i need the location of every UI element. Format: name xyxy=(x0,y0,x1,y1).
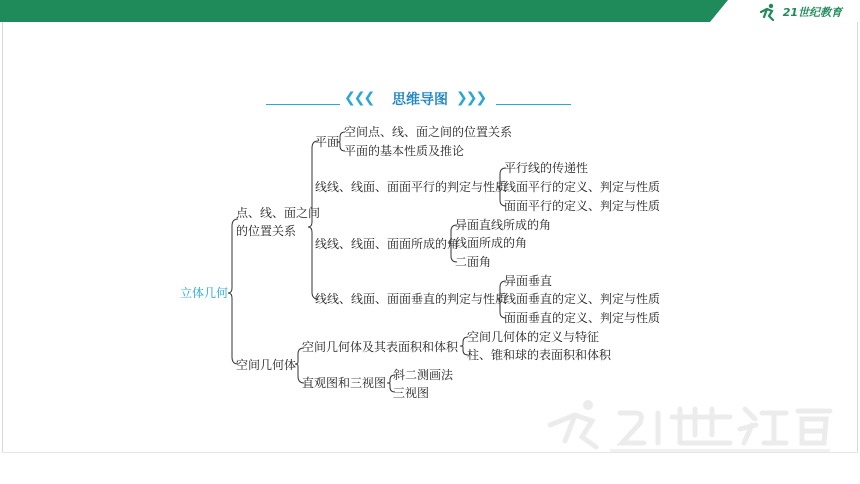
solids-item: 柱、锥和球的表面积和体积 xyxy=(467,348,612,362)
perpendicular-item: 异面垂直 xyxy=(504,274,553,288)
branch1-label-line2: 的位置关系 xyxy=(236,224,297,238)
perpendicular-node: 线线、线面、面面垂直的判定与性质 xyxy=(315,292,508,306)
angles-item: 二面角 xyxy=(455,255,492,269)
solids-item: 空间几何体的定义与特征 xyxy=(467,330,600,344)
logo-text: 21世纪教育 xyxy=(782,6,842,19)
views-item: 三视图 xyxy=(393,386,430,400)
plane-item: 空间点、线、面之间的位置关系 xyxy=(344,125,513,139)
angles-node: 线线、线面、面面所成的角 xyxy=(315,237,460,251)
mindmap-root: 立体几何 xyxy=(180,286,229,300)
views-item: 斜二测画法 xyxy=(393,368,454,382)
solids-node: 空间几何体及其表面积和体积 xyxy=(302,340,459,354)
watermark-logo xyxy=(540,395,840,455)
parallel-item: 面面平行的定义、判定与性质 xyxy=(504,199,661,213)
parallel-node: 线线、线面、面面平行的判定与性质 xyxy=(315,180,508,194)
perpendicular-item: 面面垂直的定义、判定与性质 xyxy=(504,311,661,325)
parallel-item: 平行线的传递性 xyxy=(504,161,589,175)
branch1-label-line1: 点、线、面之间 xyxy=(236,206,321,220)
branch1-brace xyxy=(308,141,318,299)
plane-node: 平面 xyxy=(315,135,340,149)
parallel-item: 线面平行的定义、判定与性质 xyxy=(504,180,661,194)
angles-item: 线面所成的角 xyxy=(455,236,528,250)
section-title: 思维导图 xyxy=(392,92,448,108)
perpendicular-item: 线面垂直的定义、判定与性质 xyxy=(504,292,661,306)
angles-item: 异面直线所成的角 xyxy=(455,218,552,232)
views-node: 直观图和三视图 xyxy=(302,376,387,390)
plane-item: 平面的基本性质及推论 xyxy=(344,144,465,158)
chevrons-right-icon: ❯❯❯ xyxy=(456,90,486,106)
chevrons-left-icon: ❮❮❮ xyxy=(344,90,374,106)
root-brace xyxy=(228,219,238,364)
branch2-label: 空间几何体 xyxy=(236,358,297,372)
